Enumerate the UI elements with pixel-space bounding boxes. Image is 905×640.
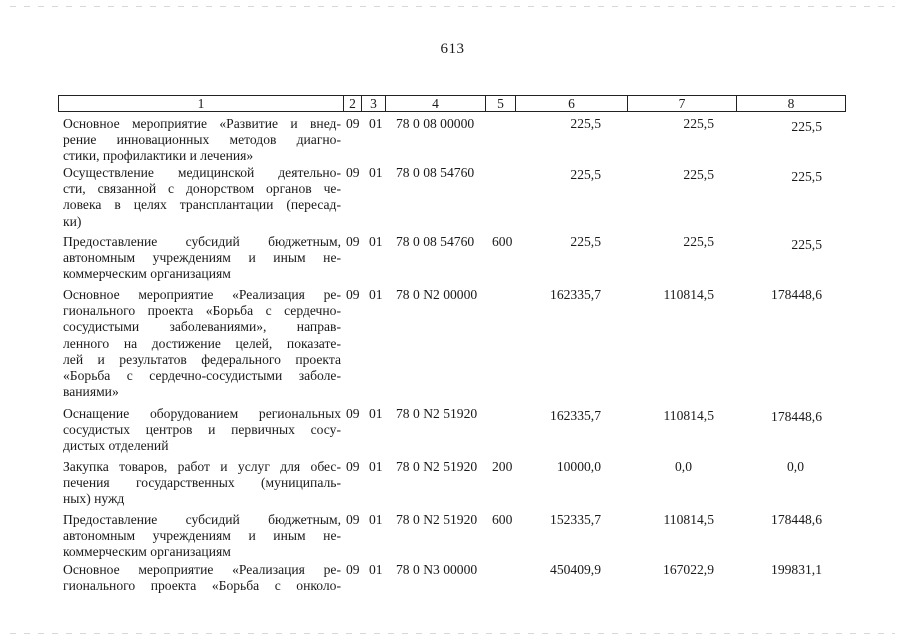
row-name: Осуществление медицинской деятельно- сти, связанной с донорством органов че- ловека в целях трансплантации (пересад- ки) [63,165,341,229]
table-row [0,234,905,287]
row-prz: 01 [369,116,383,131]
row-name: Предоставление субсидий бюджетным, автономным учреждениям и иным не- коммерческим организациям [63,234,341,282]
row-rz: 09 [346,406,360,421]
row-value-6: 225,5 [570,167,601,182]
row-value-6: 450409,9 [550,562,601,577]
header-col-3: 3 [362,96,386,111]
table-row [0,116,905,165]
row-value-7: 110814,5 [663,512,714,527]
table-row [0,512,905,562]
row-value-6: 225,5 [570,116,601,131]
row-value-8: 0,0 [787,459,804,474]
row-vr: 600 [492,234,513,249]
row-csr: 78 0 08 00000 [396,116,475,131]
row-name: Основное мероприятие «Развитие и внед- рение инновационных методов диагно- стики, профилактики и лечения» [63,116,341,164]
row-prz: 01 [369,234,383,249]
table-row [0,562,905,602]
row-rz: 09 [346,512,360,527]
scan-edge-top [10,6,895,7]
table-row [0,459,905,512]
header-col-2: 2 [344,96,362,111]
table-row [0,165,905,234]
row-value-7: 110814,5 [663,287,714,302]
row-csr: 78 0 N2 51920 [396,512,478,527]
row-prz: 01 [369,512,383,527]
row-value-6: 225,5 [570,234,601,249]
row-value-8: 225,5 [791,169,822,184]
row-value-6: 10000,0 [556,459,601,474]
row-rz: 09 [346,116,360,131]
row-value-6: 162335,7 [550,408,601,423]
row-value-8: 178448,6 [771,409,822,424]
row-rz: 09 [346,234,360,249]
table-header-row [58,95,846,112]
row-value-7: 225,5 [683,167,714,182]
row-prz: 01 [369,406,383,421]
row-csr: 78 0 N2 51920 [396,406,478,421]
row-rz: 09 [346,287,360,302]
header-col-6: 6 [516,96,628,111]
row-value-7: 167022,9 [663,562,714,577]
row-value-7: 110814,5 [663,408,714,423]
row-value-8: 199831,1 [771,562,822,577]
row-prz: 01 [369,562,383,577]
row-vr: 200 [492,459,513,474]
header-col-1: 1 [59,96,344,111]
row-value-8: 178448,6 [771,287,822,302]
header-col-4: 4 [386,96,486,111]
row-csr: 78 0 N3 00000 [396,562,478,577]
row-value-6: 152335,7 [550,512,601,527]
table-row [0,406,905,459]
row-prz: 01 [369,165,383,180]
row-value-8: 225,5 [791,119,822,134]
row-value-7: 225,5 [683,234,714,249]
scan-edge-bottom [10,633,895,634]
row-csr: 78 0 N2 00000 [396,287,478,302]
row-csr: 78 0 N2 51920 [396,459,478,474]
row-prz: 01 [369,459,383,474]
row-name: Предоставление субсидий бюджетным, автономным учреждениям и иным не- коммерческим организациям [63,512,341,560]
header-col-7: 7 [628,96,737,111]
row-rz: 09 [346,459,360,474]
header-col-8: 8 [787,96,795,111]
row-name: Основное мероприятие «Реализация ре- гионального проекта «Борьба с сердечно- сосудистыми заболеваниями», направ- ленного на достижение целей, показате- лей и результатов федерального проекта «Борьба с сердечно-сосудистыми заболе- ваниями» [63,287,341,400]
row-csr: 78 0 08 54760 [396,234,475,249]
row-value-7: 0,0 [675,459,692,474]
row-csr: 78 0 08 54760 [396,165,475,180]
row-name: Оснащение оборудованием региональных сосудистых центров и первичных сосу- дистых отделений [63,406,341,454]
row-prz: 01 [369,287,383,302]
row-value-7: 225,5 [683,116,714,131]
row-rz: 09 [346,562,360,577]
row-vr: 600 [492,512,513,527]
row-value-8: 225,5 [791,237,822,252]
row-name: Основное мероприятие «Реализация ре- гионального проекта «Борьба с онколо- [63,562,341,594]
table-body [0,116,905,602]
table-row [0,287,905,406]
row-value-6: 162335,7 [550,287,601,302]
row-rz: 09 [346,165,360,180]
row-value-8: 178448,6 [771,512,822,527]
page-number: 613 [440,41,465,57]
header-col-5: 5 [486,96,516,111]
row-name: Закупка товаров, работ и услуг для обес- печения государственных (муниципаль- ных) нужд [63,459,341,507]
